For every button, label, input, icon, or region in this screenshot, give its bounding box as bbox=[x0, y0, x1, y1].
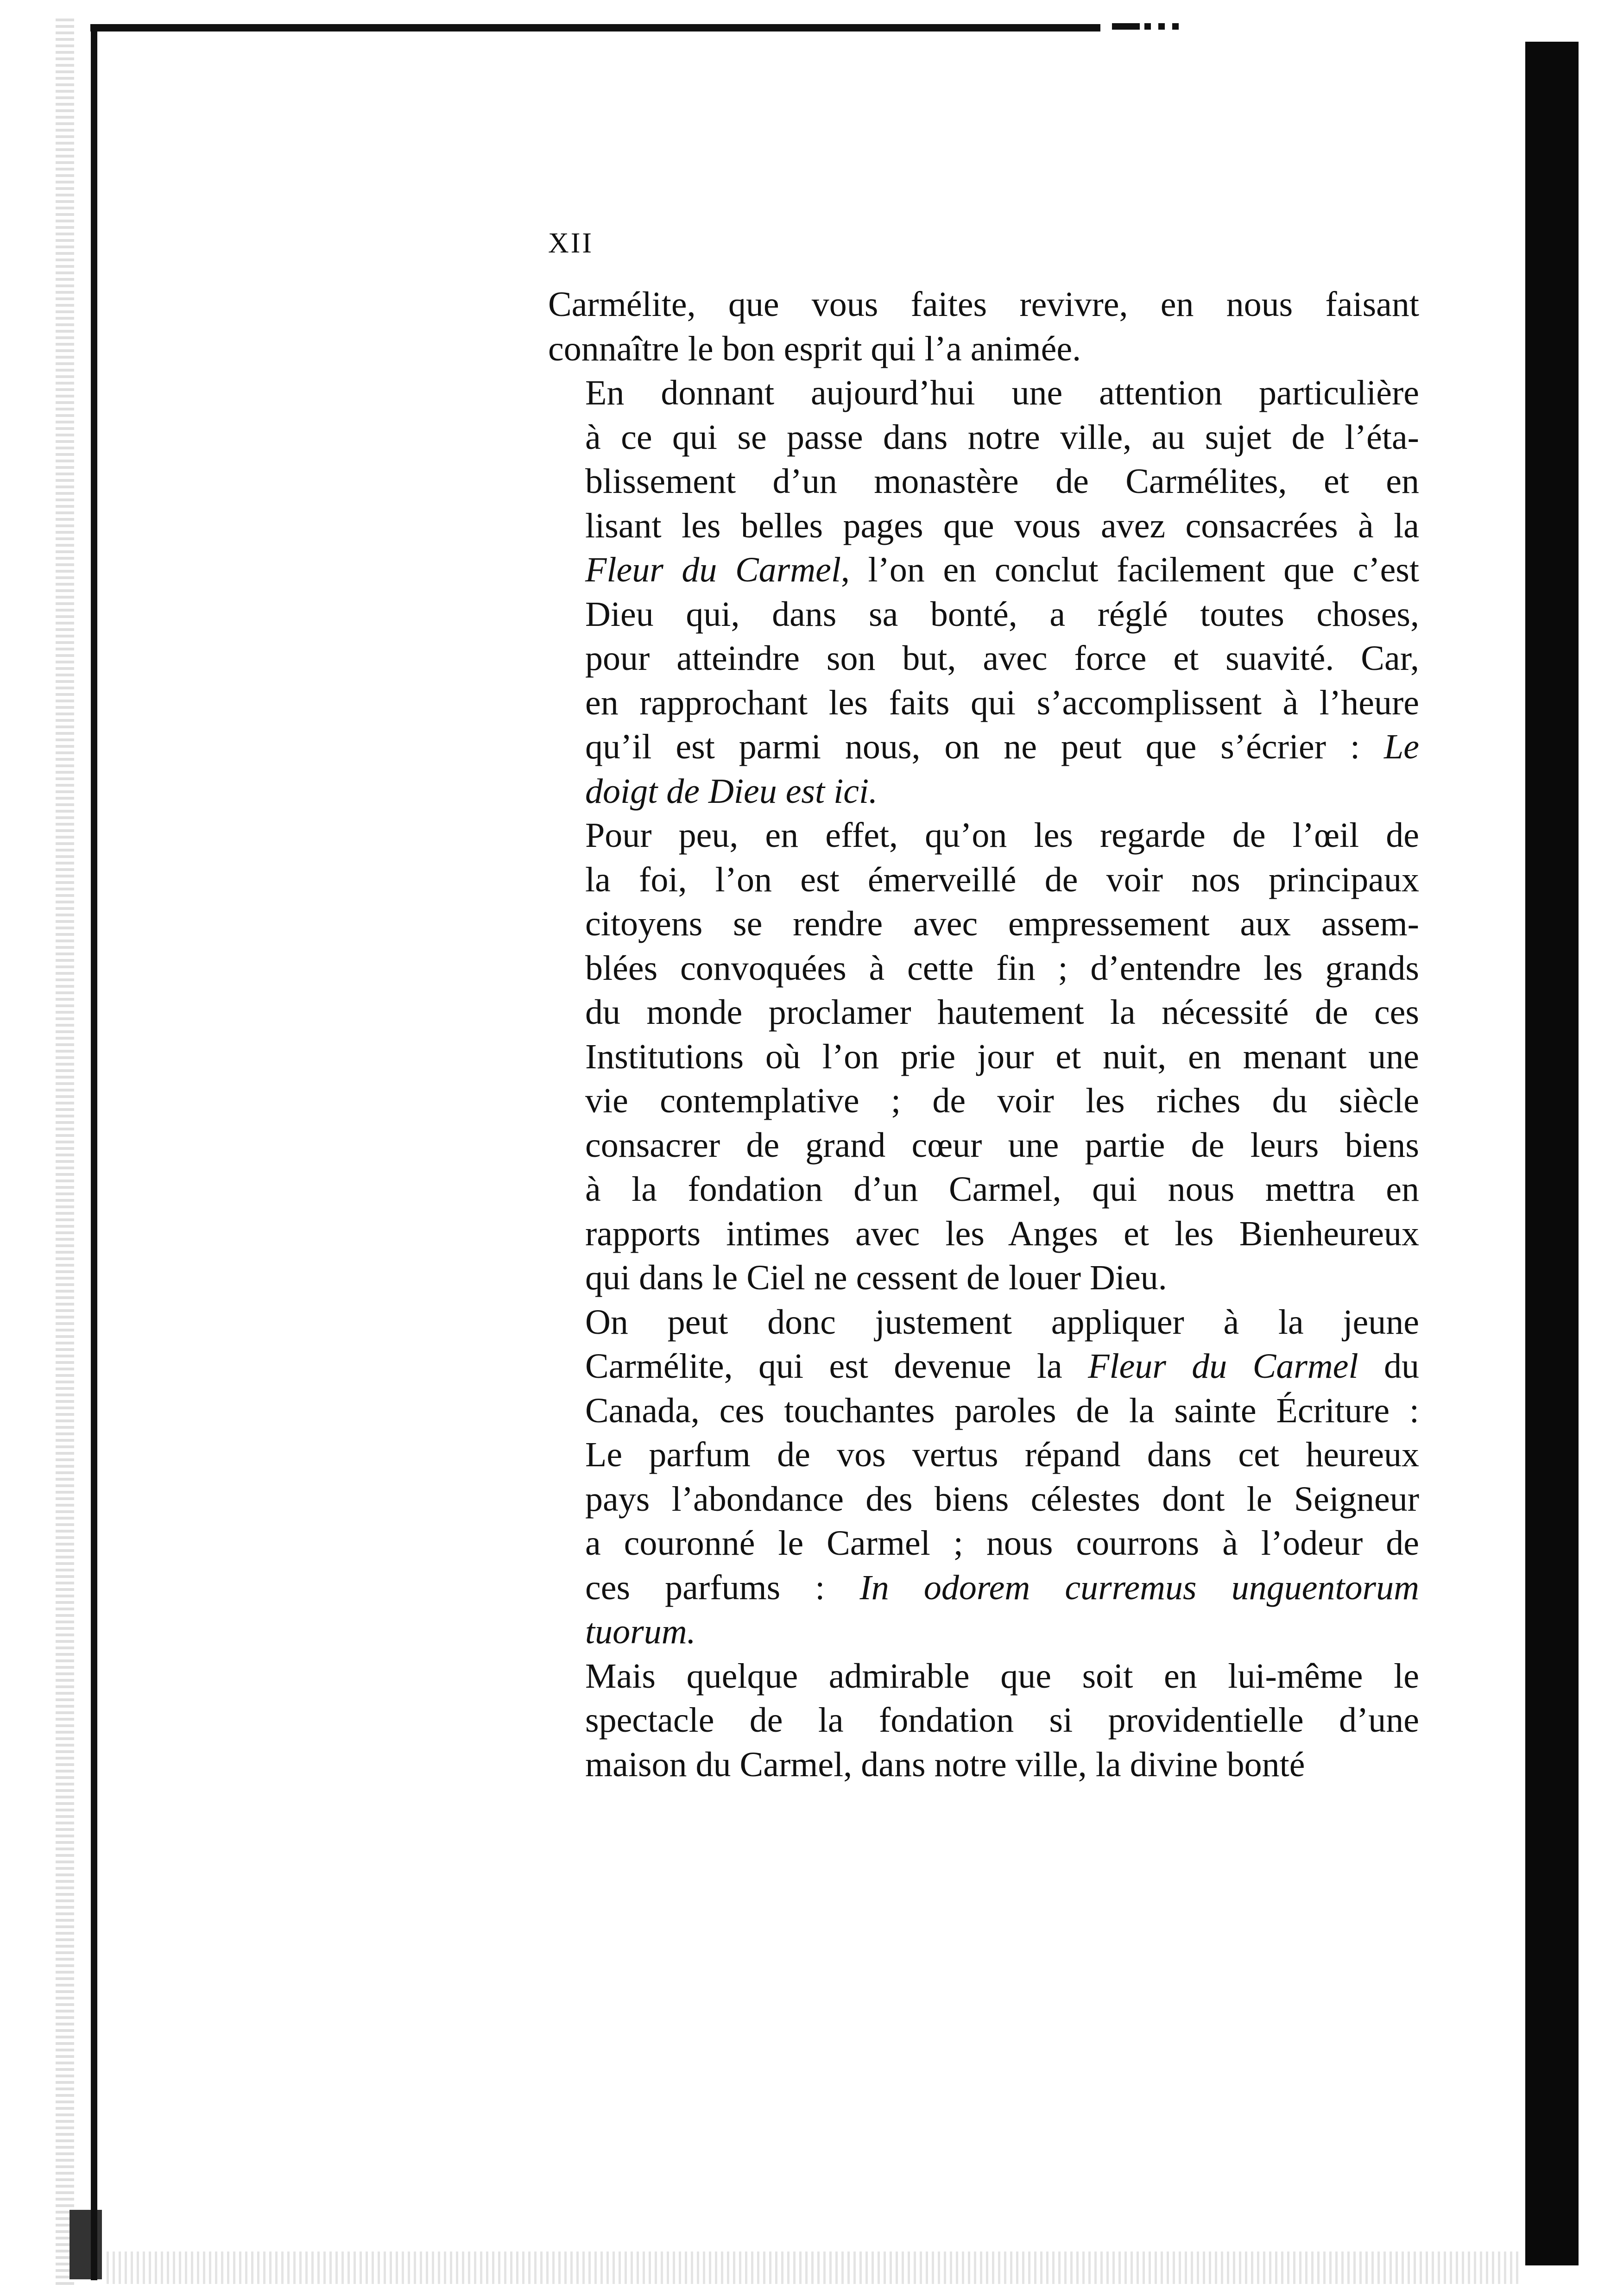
text-line: En donnant aujourd’hui une attention particulière bbox=[585, 373, 1419, 412]
text-line: spectacle de la fondation si providentielle d’une bbox=[585, 1701, 1419, 1740]
text-line: Fleur du Carmel, l’on en conclut facilement que c’est bbox=[585, 550, 1419, 589]
text-line: vie contemplative ; de voir les riches du siècle bbox=[585, 1081, 1419, 1120]
text-line: maison du Carmel, dans notre ville, la divine bonté bbox=[585, 1745, 1305, 1784]
top-border-rule bbox=[90, 24, 1100, 32]
top-rule-dot bbox=[1144, 23, 1151, 30]
text-line: Carmélite, qui est devenue la Fleur du Carmel du bbox=[585, 1347, 1420, 1386]
right-page-edge bbox=[1525, 42, 1579, 2265]
text-line: Pour peu, en effet, qu’on les regarde de l’œil de bbox=[585, 816, 1419, 855]
text-line: a couronné le Carmel ; nous courrons à l’odeur de bbox=[585, 1524, 1419, 1563]
paragraph bbox=[548, 1654, 1419, 1787]
left-page-edge bbox=[56, 19, 74, 2289]
text-line: citoyens se rendre avec empressement aux assem- bbox=[585, 904, 1419, 943]
text-line: Le parfum de vos vertus répand dans cet heureux bbox=[585, 1435, 1419, 1474]
paragraph bbox=[548, 814, 1419, 1300]
paragraph bbox=[548, 283, 1419, 371]
text-line: Dieu qui, dans sa bonté, a réglé toutes choses, bbox=[585, 594, 1419, 634]
text-line: Institutions où l’on prie jour et nuit, en menant une bbox=[585, 1037, 1419, 1076]
text-line: rapports intimes avec les Anges et les Bienheureux bbox=[585, 1214, 1419, 1253]
text-line: consacrer de grand cœur une partie de leurs biens bbox=[585, 1125, 1419, 1165]
text-line: à ce qui se passe dans notre ville, au sujet de l’éta- bbox=[585, 417, 1419, 457]
text-line: connaître le bon esprit qui l’a animée. bbox=[548, 329, 1081, 368]
text-line: qu’il est parmi nous, on ne peut que s’écrier : Le bbox=[585, 727, 1419, 766]
top-rule-dot bbox=[1158, 23, 1165, 30]
text-line: ces parfums : In odorem curremus unguentorum bbox=[585, 1568, 1420, 1607]
text-line: blissement d’un monastère de Carmélites, et en bbox=[585, 462, 1419, 501]
text-line: pays l’abondance des biens célestes dont le Seigneur bbox=[585, 1479, 1419, 1519]
top-rule-dot bbox=[1172, 23, 1179, 30]
page-number: XII bbox=[548, 227, 594, 259]
text-line: à la fondation d’un Carmel, qui nous mettra en bbox=[585, 1170, 1419, 1209]
page-text-block bbox=[548, 222, 1419, 1787]
text-line: doigt de Dieu est ici. bbox=[585, 771, 878, 811]
text-line: On peut donc justement appliquer à la jeune bbox=[585, 1302, 1419, 1342]
body-text bbox=[548, 283, 1419, 1787]
top-rule-dash bbox=[1112, 23, 1140, 30]
text-line: Canada, ces touchantes paroles de la sainte Écriture : bbox=[585, 1391, 1419, 1430]
left-border-rule bbox=[91, 24, 97, 2280]
paragraph bbox=[548, 1300, 1419, 1654]
text-line: du monde proclamer hautement la nécessité de ces bbox=[585, 993, 1419, 1032]
paragraph bbox=[548, 371, 1419, 814]
text-line: la foi, l’on est émerveillé de voir nos principaux bbox=[585, 860, 1419, 899]
text-line: en rapprochant les faits qui s’accomplissent à l’heure bbox=[585, 683, 1419, 722]
text-line: tuorum. bbox=[585, 1612, 696, 1651]
text-line: pour atteindre son but, avec force et suavité. Car, bbox=[585, 639, 1419, 678]
text-line: qui dans le Ciel ne cessent de louer Dieu. bbox=[585, 1258, 1167, 1297]
text-line: Mais quelque admirable que soit en lui-même le bbox=[585, 1656, 1419, 1696]
bottom-page-edge bbox=[107, 2252, 1520, 2284]
text-line: blées convoquées à cette fin ; d’entendre les grands bbox=[585, 948, 1419, 988]
text-line: lisant les belles pages que vous avez consacrées à la bbox=[585, 506, 1419, 545]
text-line: Carmélite, que vous faites revivre, en nous faisant bbox=[548, 285, 1419, 324]
